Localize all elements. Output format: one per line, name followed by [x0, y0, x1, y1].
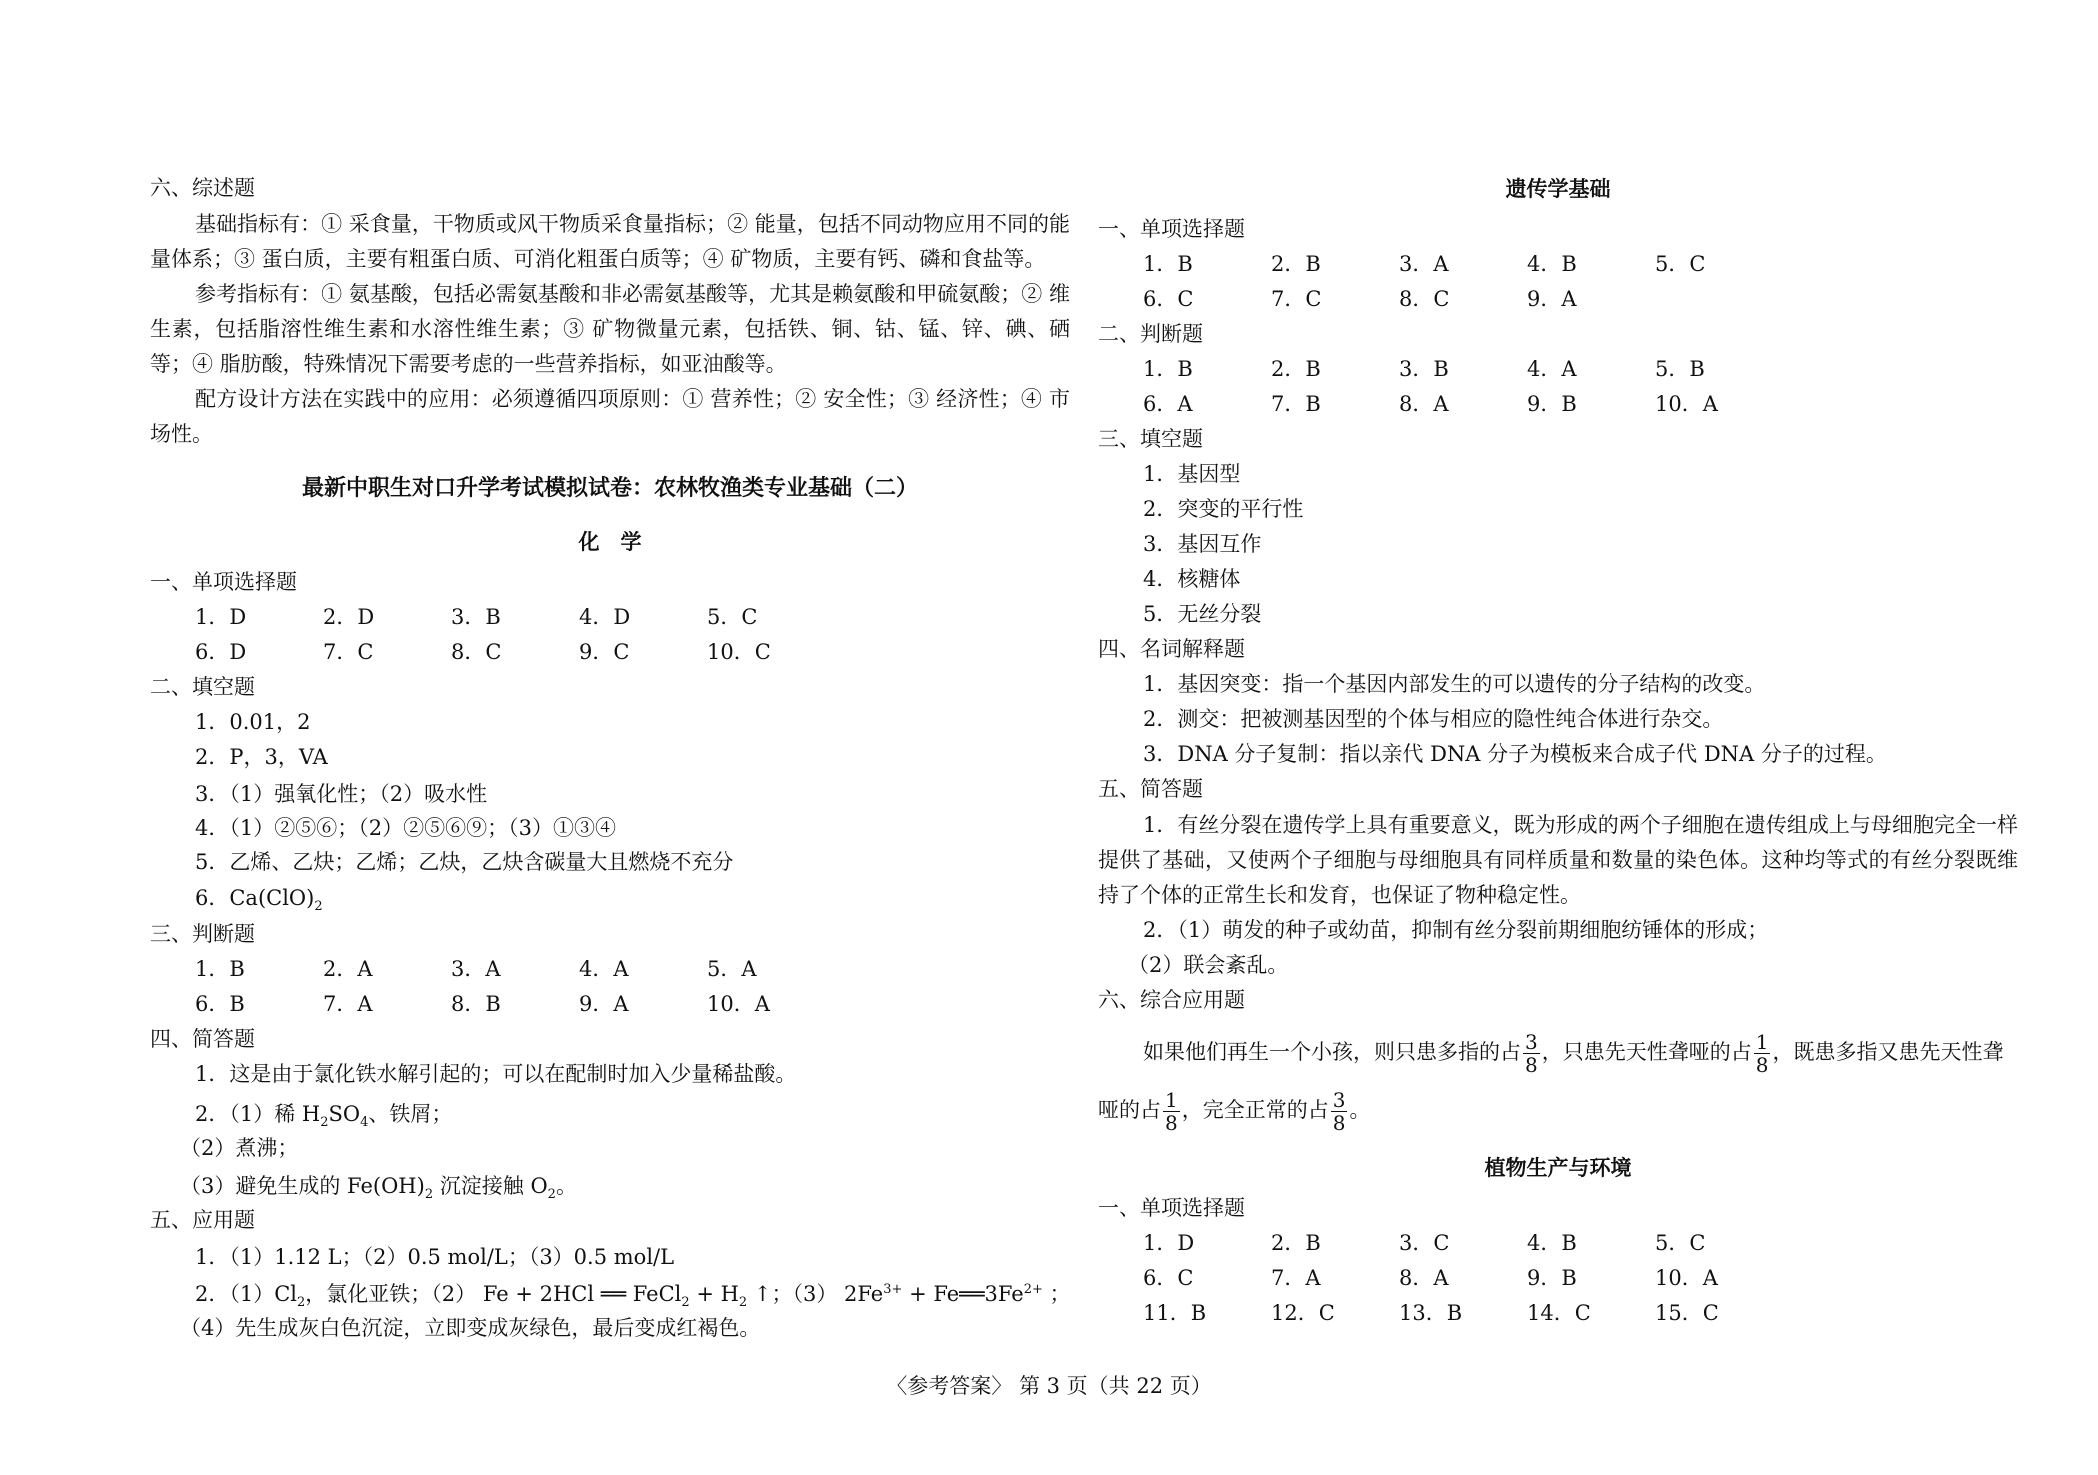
answer-item: 3．C	[1399, 1231, 1450, 1255]
answer-item: 5．B	[1655, 357, 1705, 381]
short-answer-2-part2: （2）联会紊乱。	[1128, 953, 1289, 977]
answer-item: 7．C	[323, 640, 374, 664]
numerator: 3	[1332, 1088, 1346, 1112]
answer-item: 3．A	[451, 957, 501, 981]
fill-answer-3: 3．（1）强氧化性；（2）吸水性	[195, 782, 488, 806]
paragraph-text: 参考指标有：① 氨基酸，包括必需氨基酸和非必需氨基酸等，尤其是赖氨酸和甲硫氨酸；② 维生素，包括脂溶性维生素和水溶性维生素；③ 矿物微量元素，包括铁、铜、钴、锰、锌、碘、硒等；④ 脂肪酸，特殊情况下需要考虑的一些营养指标，如亚油酸等。	[150, 282, 1070, 376]
answer-item: 2．B	[1271, 252, 1321, 276]
answer-item: 11．B	[1143, 1301, 1207, 1325]
fill-answer-4: 4．（1）②⑤⑥；（2）②⑤⑥⑨；（3）①③④	[195, 816, 616, 840]
text: 。	[555, 1174, 577, 1198]
denominator: 8	[1755, 1053, 1769, 1077]
text: SO	[328, 1102, 361, 1126]
denominator: 8	[1332, 1111, 1346, 1135]
answer-item: 8．C	[451, 640, 502, 664]
answer-item: 14．C	[1527, 1301, 1591, 1325]
section-heading-comprehensive-application: 六、综合应用题	[1098, 988, 1245, 1012]
subscript: 2	[424, 1187, 434, 1203]
paragraph-formula-design	[150, 382, 1070, 452]
text: 、铁屑；	[368, 1102, 453, 1126]
subject-title-genetics: 遗传学基础	[1505, 177, 1611, 201]
answer-item: 8．C	[1399, 287, 1450, 311]
paragraph-basic-indicators	[150, 207, 1070, 277]
section-heading-fill-in: 二、填空题	[150, 675, 255, 699]
fraction	[1523, 1031, 1540, 1076]
short-answer-2-part2: （2）煮沸；	[180, 1136, 299, 1160]
paragraph-reference-indicators	[150, 277, 1070, 382]
answer-item: 8．A	[1399, 1266, 1449, 1290]
short-answer-2: 2．（1）萌发的种子或幼苗，抑制有丝分裂前期细胞纺锤体的形成；	[1143, 918, 1769, 942]
answer-item: 9．B	[1527, 392, 1577, 416]
answer-item: 5．C	[1655, 1231, 1706, 1255]
fill-answer-4: 4．核糖体	[1143, 567, 1241, 591]
answer-item: 4．B	[1527, 1231, 1577, 1255]
fraction	[1754, 1031, 1771, 1076]
answer-item: 8．A	[1399, 392, 1449, 416]
answer-item: 15．C	[1655, 1301, 1719, 1325]
text: （3）避免生成的 Fe(OH)	[180, 1174, 425, 1198]
denominator: 8	[1525, 1053, 1538, 1077]
answer-item: 9．A	[1527, 287, 1577, 311]
text: ，氯化亚铁；（2） Fe + 2HCl ══ FeCl	[305, 1282, 682, 1306]
answer-item: 7．C	[1271, 287, 1322, 311]
exam-title: 最新中职生对口升学考试模拟试卷：农林牧渔类专业基础（二）	[301, 476, 918, 501]
text: 哑的占	[1098, 1098, 1161, 1122]
fill-answer-1: 1．0.01，2	[195, 710, 311, 734]
short-answer-2-part3	[180, 1172, 577, 1203]
section-heading-true-false: 三、判断题	[150, 922, 255, 946]
numerator: 1	[1755, 1030, 1769, 1054]
section-heading-fill-in: 三、填空题	[1098, 427, 1203, 451]
answer-item: 6．C	[1143, 1266, 1194, 1290]
subscript: 2	[547, 1187, 556, 1203]
text: 沉淀接触 O	[433, 1174, 548, 1198]
paragraph-text: 基础指标有：① 采食量，干物质或风干物质采食量指标；② 能量，包括不同动物应用不同的能量体系；③ 蛋白质，主要有粗蛋白质、可消化粗蛋白质等；④ 矿物质，主要有钙、磷和食盐等。	[150, 212, 1070, 271]
short-answer-2	[195, 1100, 453, 1131]
numerator: 3	[1525, 1030, 1538, 1054]
fill-answer-1: 1．基因型	[1143, 462, 1241, 486]
section-heading-true-false: 二、判断题	[1098, 322, 1203, 346]
answer-item: 10．C	[707, 640, 771, 664]
answer-item: 10．A	[1655, 392, 1718, 416]
term-answer-2: 2．测交：把被测基因型的个体与相应的隐性纯合体进行杂交。	[1143, 707, 1724, 731]
fraction	[1163, 1089, 1180, 1134]
fill-answer-5: 5．乙烯、乙炔；乙烯；乙炔，乙炔含碳量大且燃烧不充分	[195, 850, 734, 874]
text: 如果他们再生一个小孩，则只患多指的占	[1143, 1040, 1521, 1064]
answer-item: 7．B	[1271, 392, 1321, 416]
subject-title-plant-production: 植物生产与环境	[1484, 1156, 1632, 1180]
text: ，既患多指又患先天性聋	[1772, 1040, 2004, 1064]
term-answer-3: 3．DNA 分子复制：指以亲代 DNA 分子为模板来合成子代 DNA 分子的过程。	[1143, 742, 1887, 766]
text: ，完全正常的占	[1181, 1098, 1329, 1122]
answer-item: 1．B	[1143, 252, 1193, 276]
text: ↑；（3） 2Fe	[747, 1282, 884, 1306]
application-line-2	[1098, 1082, 1370, 1138]
answer-item: 2．B	[1271, 1231, 1321, 1255]
answer-item: 9．C	[579, 640, 630, 664]
application-answer-2-part4: （4）先生成灰白色沉淀，立即变成灰绿色，最后变成红褐色。	[180, 1316, 761, 1340]
application-line-1	[1143, 1024, 2003, 1080]
section-heading-application: 五、应用题	[150, 1208, 255, 1232]
subscript: 4	[360, 1115, 369, 1131]
answer-item: 5．C	[707, 605, 758, 629]
subscript: 2	[314, 899, 323, 915]
answer-item: 6．A	[1143, 392, 1193, 416]
answer-item: 3．B	[1399, 357, 1449, 381]
text: ，只患先天性聋哑的占	[1541, 1040, 1752, 1064]
answer-item: 4．A	[579, 957, 629, 981]
answer-item: 3．B	[451, 605, 501, 629]
text: ；	[1042, 1282, 1071, 1306]
term-answer-1: 1．基因突变：指一个基因内部发生的可以遗传的分子结构的改变。	[1143, 672, 1766, 696]
answer-item: 5．C	[1655, 252, 1706, 276]
text: 。	[1349, 1098, 1371, 1122]
paragraph-text: 1．有丝分裂在遗传学上具有重要意义，既为形成的两个子细胞在遗传组成上与母细胞完全一样提供了基础，又使两个子细胞与母细胞具有同样质量和数量的染色体。这种均等式的有丝分裂既维持了个体的正常生长和发育，也保证了物种稳定性。	[1098, 813, 2018, 907]
answer-item: 4．D	[579, 605, 631, 629]
answer-item: 12．C	[1271, 1301, 1335, 1325]
section-heading-multiple-choice: 一、单项选择题	[150, 570, 297, 594]
answer-item: 5．A	[707, 957, 757, 981]
answer-item: 1．B	[1143, 357, 1193, 381]
answer-item: 1．D	[1143, 1231, 1195, 1255]
section-heading-short-answer: 四、简答题	[150, 1027, 255, 1051]
answer-item: 1．B	[195, 957, 245, 981]
answer-item: 7．A	[323, 992, 373, 1016]
answer-item: 8．B	[451, 992, 501, 1016]
answer-item: 6．B	[195, 992, 245, 1016]
fill-answer-2: 2．P，3，VA	[195, 745, 328, 769]
answer-item: 3．A	[1399, 252, 1449, 276]
text: 2．（1）Cl	[195, 1282, 298, 1306]
fraction	[1331, 1089, 1348, 1134]
subscript: 2	[738, 1295, 748, 1311]
subscript: 2	[320, 1115, 329, 1131]
answer-item: 4．B	[1527, 252, 1577, 276]
section-heading-term-definitions: 四、名词解释题	[1098, 637, 1245, 661]
short-answer-1: 1．这是由于氯化铁水解引起的；可以在配制时加入少量稀盐酸。	[195, 1062, 797, 1086]
answer-item: 1．D	[195, 605, 247, 629]
numerator: 1	[1165, 1088, 1178, 1112]
subscript: 2	[297, 1295, 306, 1311]
answer-item: 6．C	[1143, 287, 1194, 311]
answer-item: 9．B	[1527, 1266, 1577, 1290]
superscript: 2+	[1023, 1282, 1043, 1297]
fill-answer-2: 2．突变的平行性	[1143, 497, 1304, 521]
answer-item: 13．B	[1399, 1301, 1463, 1325]
section-heading-multiple-choice: 一、单项选择题	[1098, 1196, 1245, 1220]
answer-item: 6．D	[195, 640, 247, 664]
answer-item: 10．A	[707, 992, 770, 1016]
answer-item: 2．A	[323, 957, 373, 981]
subject-title-chemistry: 化 学	[578, 530, 642, 554]
text: 2．（1）稀 H	[195, 1102, 321, 1126]
section-heading-multiple-choice: 一、单项选择题	[1098, 217, 1245, 241]
fill-answer-3: 3．基因互作	[1143, 532, 1262, 556]
application-answer-1: 1．（1）1.12 L；（2）0.5 mol/L；（3）0.5 mol/L	[195, 1245, 675, 1269]
answer-item: 9．A	[579, 992, 629, 1016]
denominator: 8	[1165, 1111, 1178, 1135]
formula-text: 6．Ca(ClO)	[195, 886, 315, 910]
paragraph-text: 配方设计方法在实践中的应用：必须遵循四项原则：① 营养性；② 安全性；③ 经济性；④ 市场性。	[150, 387, 1070, 446]
section-heading-comprehensive: 六、综述题	[150, 176, 255, 200]
application-answer-2	[195, 1280, 1071, 1311]
text: + Fe══3Fe	[902, 1282, 1024, 1306]
answer-item: 7．A	[1271, 1266, 1321, 1290]
section-heading-short-answer: 五、简答题	[1098, 777, 1203, 801]
fill-answer-6	[195, 884, 323, 915]
page-footer: 〈参考答案〉 第 3 页（共 22 页）	[886, 1374, 1212, 1398]
answer-item: 4．A	[1527, 357, 1577, 381]
answer-item: 2．B	[1271, 357, 1321, 381]
superscript: 3+	[883, 1282, 903, 1297]
short-answer-1	[1098, 808, 2018, 913]
answer-item: 10．A	[1655, 1266, 1718, 1290]
answer-item: 2．D	[323, 605, 375, 629]
fill-answer-5: 5．无丝分裂	[1143, 602, 1262, 626]
subscript: 2	[681, 1295, 690, 1311]
text: + H	[689, 1282, 739, 1306]
